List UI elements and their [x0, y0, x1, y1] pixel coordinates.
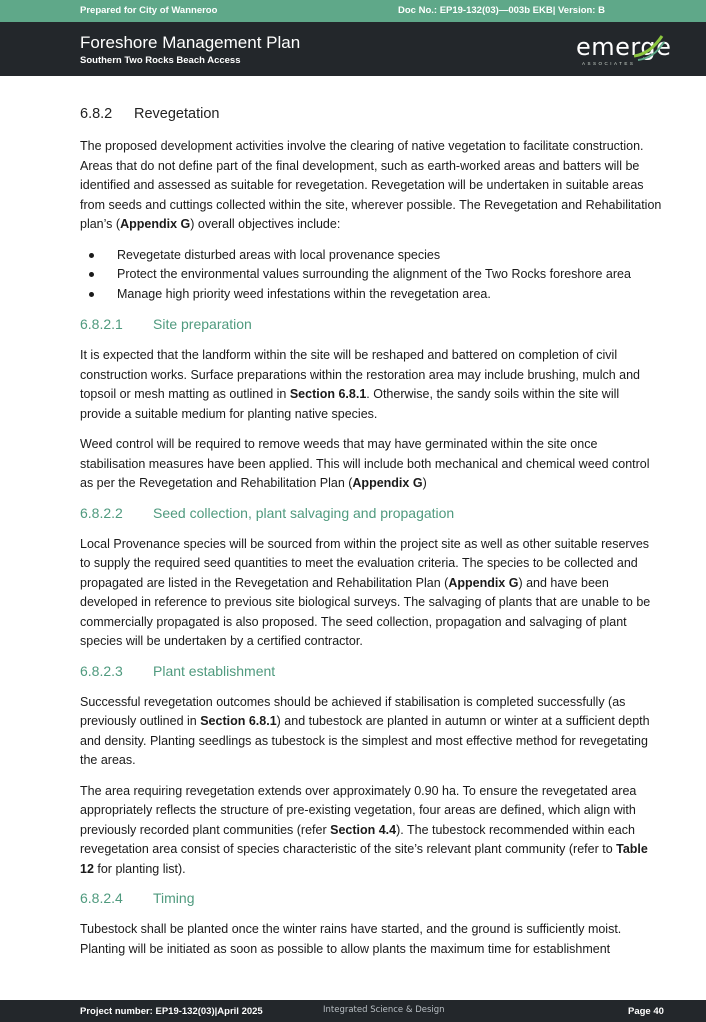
subsection-heading-site-preparation [80, 316, 662, 332]
project-number: Project number: EP19-132(03)|April 2025 [80, 1006, 263, 1017]
section-ref: Section 4.4 [330, 822, 397, 837]
emerge-logo [574, 32, 672, 68]
intro-text: The proposed development activities involve the clearing of native vegetation to facilitate construction. Areas that do not define part of the final development, such as earth-worked areas and batters will be identified and assessed as suitable for revegetation. Revegetation will be undertaken in suitable areas from seeds and cuttings collected within the site, wherever possible. The Revegetation and Rehabilitation plan’s ( [80, 139, 662, 231]
list-item-text: Revegetate disturbed areas with local provenance species [117, 247, 441, 262]
subsection-number: 6.8.2.1 [80, 316, 123, 332]
list-item [80, 285, 662, 305]
section-title: Revegetation [134, 106, 220, 122]
subsection-title: Plant establishment [153, 662, 276, 679]
paragraph [80, 535, 662, 652]
paragraph [80, 693, 662, 771]
paragraph-text: ). The tubestock recommended within each revegetation area consist of species characteristic of the site’s relevant plant community (refer to [80, 822, 635, 856]
subsection-heading-plant-establishment [80, 663, 662, 679]
subsection-heading-seed-collection [80, 505, 662, 521]
subsection-number: 6.8.2.2 [80, 504, 123, 521]
page-footer [0, 1000, 706, 1022]
list-item-text: Protect the environmental values surrounding the alignment of the Two Rocks foreshore area [117, 267, 631, 281]
subsection-title: Timing [153, 890, 195, 906]
objectives-list [80, 246, 662, 305]
paragraph-text: The area requiring revegetation extends over approximately 0.90 ha. To ensure the revegetated area appropriately reflects the structure of pre-existing vegetation, four areas are defined, which align with previously recorded plant communities (refer [80, 783, 637, 837]
intro-text-end: ) overall objectives include: [190, 217, 341, 231]
document-subtitle: Southern Two Rocks Beach Access [80, 55, 241, 66]
paragraph [80, 435, 662, 494]
logo-swoosh-icon [630, 32, 666, 62]
appendix-ref: Appendix G [352, 476, 423, 490]
appendix-ref: Appendix G [448, 575, 519, 590]
logo-associates: ASSOCIATES [582, 61, 636, 66]
paragraph-text: Local Provenance species will be sourced from within the project site as well as other suitable reserves to supply the required seed quantities to meet the evaluation criteria. The species to be collected and propagated are listed in the Revegetation and Rehabilitation Plan ( [80, 536, 650, 590]
paragraph-text: Successful revegetation outcomes should be achieved if stabilisation is completed successfully (as previously outlined in [80, 694, 626, 728]
page-number: Page 40 [628, 1006, 664, 1017]
paragraph-text: for planting list). [93, 861, 186, 876]
bullet-icon [89, 292, 94, 297]
subsection-title: Site preparation [153, 316, 252, 332]
paragraph: Tubestock shall be planted once the winter rains have started, and the ground is sufficiently moist. Planting will be initiated as soon as possible to allow plants the maximum time for establishment [80, 922, 622, 956]
section-ref: Section 6.8.1 [289, 387, 367, 401]
doc-number: Doc No.: EP19-132(03)—003b EKB| Version: B [398, 5, 605, 16]
list-item [80, 265, 662, 285]
paragraph [80, 346, 662, 424]
paragraph-text: ) [422, 476, 427, 490]
prepared-for: Prepared for City of Wanneroo [80, 5, 218, 16]
paragraph-text: . Otherwise, the sandy soils within the site will provide a suitable medium for planting native species. [80, 387, 620, 421]
footer-tagline: Integrated Science & Design [323, 1005, 445, 1015]
bullet-icon [89, 253, 94, 258]
paragraph-text: ) and have been developed in reference to previous site biological surveys. The salvaging of plants that are unable to be commercially propagated is also proposed. The seed collection, propagation and salvaging of plant species will be undertaken by a certified contractor. [80, 575, 651, 648]
list-item [80, 246, 662, 266]
paragraph-text: Weed control will be required to remove weeds that may have germinated within the site once stabilisation measures have been applied. This will include both mechanical and chemical weed control as per the Revegetation and Rehabilitation Plan ( [80, 437, 650, 490]
paragraph [80, 782, 662, 880]
section-number: 6.8.2 [80, 106, 113, 122]
subsection-heading-timing [80, 890, 662, 906]
subsection-title: Seed collection, plant salvaging and propagation [153, 504, 455, 521]
document-header [0, 22, 706, 76]
intro-paragraph [80, 137, 662, 235]
page-content [80, 106, 662, 970]
list-item-text: Manage high priority weed infestations within the revegetation area. [117, 286, 491, 301]
document-title: Foreshore Management Plan [80, 33, 301, 52]
logo-wordmark: emerge [576, 33, 672, 61]
subsection-number: 6.8.2.4 [80, 890, 123, 906]
paragraph-text: It is expected that the landform within the site will be reshaped and battered on completion of civil construction works. Surface preparations within the restoration area may include brushing, mulch and topsoil or mesh matting as outlined in [80, 348, 641, 401]
appendix-ref: Appendix G [120, 217, 191, 231]
bullet-icon [89, 272, 94, 277]
section-heading [80, 106, 662, 122]
subsection-number: 6.8.2.3 [80, 662, 123, 679]
section-ref: Section 6.8.1 [200, 714, 277, 728]
table-ref: Table 12 [80, 842, 648, 876]
top-info-bar [0, 0, 706, 22]
paragraph-text: ) and tubestock are planted in autumn or winter at a sufficient depth and density. Planting seedlings as tubestock is the simplest and most effective method for revegetating the areas. [80, 714, 650, 767]
